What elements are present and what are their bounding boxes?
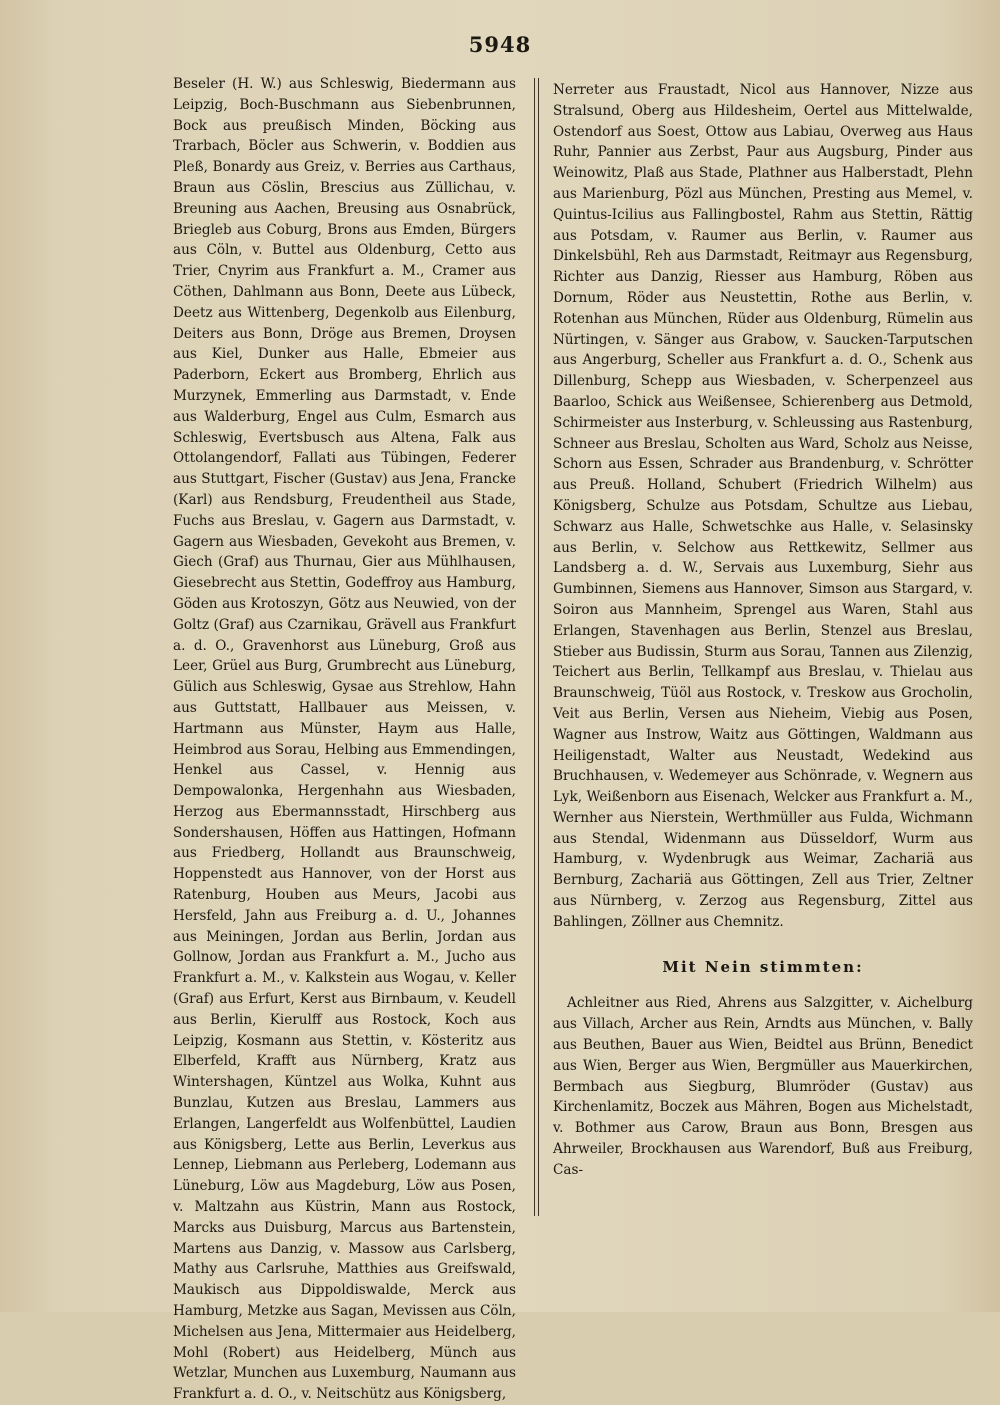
left-column	[173, 74, 516, 1405]
right-column-text-after-heading: Achleitner aus Ried, Ahrens aus Salzgitter, v. Aichelburg aus Villach, Archer aus Rein, Arndts aus München, v. Bally aus Beuthen, Bauer aus Wien, Beidtel aus Brünn, Benedict aus Wien, Berger aus Wien, Bergmüller aus Mauerkirchen, Bermbach aus Siegburg, Blumröder (Gustav) aus Kirchenlamitz, Boczek aus Mähren, Bogen aus Michelstadt, v. Bothmer aus Carow, Braun aus Bonn, Bresgen aus Ahrweiler, Brockhausen aus Warendorf, Buß aus Freiburg, Cas-	[553, 995, 973, 1178]
right-column	[553, 80, 973, 1181]
section-heading: Mit Nein stimmten:	[662, 957, 864, 976]
column-divider	[534, 78, 539, 1216]
left-column-text: Beseler (H. W.) aus Schleswig, Biedermann aus Leipzig, Boch-Buschmann aus Siebenbrunnen, Bock aus preußisch Minden, Böcking aus Trarbach, Böcler aus Schwerin, v. Boddien aus Pleß, Bonardy aus Greiz, v. Berries aus Carthaus, Braun aus Cöslin, Brescius aus Züllichau, v. Breuning aus Aachen, Breusing aus Osnabrück, Briegleb aus Coburg, Brons aus Emden, Bürgers aus Cöln, v. Buttel aus Oldenburg, Cetto aus Trier, Cnyrim aus Frankfurt a. M., Cramer aus Cöthen, Dahlmann aus Bonn, Deete aus Lübeck, Deetz aus Wittenberg, Degenkolb aus Eilenburg, Deiters aus Bonn, Dröge aus Bremen, Droysen aus Kiel, Dunker aus Halle, Ebmeier aus Paderborn, Eckert aus Bromberg, Ehrlich aus Murzynek, Emmerling aus Darmstadt, v. Ende aus Walderburg, Engel aus Culm, Esmarch aus Schleswig, Evertsbusch aus Altena, Falk aus Ottolangendorf, Fallati aus Tübingen, Federer aus Stuttgart, Fischer (Gustav) aus Jena, Francke (Karl) aus Rendsburg, Freudentheil aus Stade, Fuchs aus Breslau, v. Gagern aus Darmstadt, v. Gagern aus Wiesbaden, Gevekoht aus Bremen, v. Giech (Graf) aus Thurnau, Gier aus Mühlhausen, Giesebrecht aus Stettin, Godeffroy aus Hamburg, Göden aus Krotoszyn, Götz aus Neuwied, von der Goltz (Graf) aus Czarnikau, Grävell aus Frankfurt a. d. O., Gravenhorst aus Lüneburg, Groß aus Leer, Grüel aus Burg, Grumbrecht aus Lüneburg, Gülich aus Schleswig, Gysae aus Strehlow, Hahn aus Guttstatt, Hallbauer aus Meissen, v. Hartmann aus Münster, Haym aus Halle, Heimbrod aus Sorau, Helbing aus Emmendingen, Henkel aus Cassel, v. Hennig aus Dempowalonka, Hergenhahn aus Wiesbaden, Herzog aus Ebermannsstadt, Hirschberg aus Sondershausen, Höffen aus Hattingen, Hofmann aus Friedberg, Hollandt aus Braunschweig, Hoppenstedt aus Hannover, von der Horst aus Ratenburg, Houben aus Meurs, Jacobi aus Hersfeld, Jahn aus Freiburg a. d. U., Johannes aus Meiningen, Jordan aus Berlin, Jordan aus Gollnow, Jordan aus Frankfurt a. M., Jucho aus Frankfurt a. M., v. Kalkstein aus Wogau, v. Keller (Graf) aus Erfurt, Kerst aus Birnbaum, v. Keudell aus Berlin, Kierulff aus Rostock, Koch aus Leipzig, Kosmann aus Stettin, v. Kösteritz aus Elberfeld, Krafft aus Nürnberg, Kratz aus Wintershagen, Küntzel aus Wolka, Kuhnt aus Bunzlau, Kutzen aus Breslau, Lammers aus Erlangen, Langerfeldt aus Wolfenbüttel, Laudien aus Königsberg, Lette aus Berlin, Leverkus aus Lennep, Liebmann aus Perleberg, Lodemann aus Lüneburg, Löw aus Magdeburg, Löw aus Posen, v. Maltzahn aus Küstrin, Mann aus Rostock, Marcks aus Duisburg, Marcus aus Bartenstein, Martens aus Danzig, v. Massow aus Carlsberg, Mathy aus Carlsruhe, Matthies aus Greifswald, Maukisch aus Dippoldiswalde, Merck aus Hamburg, Metzke aus Sagan, Mevissen aus Cöln, Michelsen aus Jena, Mittermaier aus Heidelberg, Mohl (Robert) aus Heidelberg, Münch aus Wetzlar, Munchen aus Luxemburg, Naumann aus Frankfurt a. d. O., v. Neitschütz aus Königsberg,	[173, 76, 516, 1403]
right-column-text: Nerreter aus Fraustadt, Nicol aus Hannover, Nizze aus Stralsund, Oberg aus Hildesheim, Oertel aus Mittelwalde, Ostendorf aus Soest, Ottow aus Labiau, Overweg aus Haus Ruhr, Pannier aus Zerbst, Paur aus Augsburg, Pinder aus Weinowitz, Plaß aus Stade, Plathner aus Halberstadt, Plehn aus Marienburg, Pözl aus München, Presting aus Memel, v. Quintus-Icilius aus Fallingbostel, Rahm aus Stettin, Rättig aus Potsdam, v. Raumer aus Berlin, v. Raumer aus Dinkelsbühl, Reh aus Darmstadt, Reitmayr aus Regensburg, Richter aus Danzig, Riesser aus Hamburg, Röben aus Dornum, Röder aus Neustettin, Rothe aus Berlin, v. Rotenhan aus München, Rüder aus Oldenburg, Rümelin aus Nürtingen, v. Sänger aus Grabow, v. Saucken-Tarputschen aus Angerburg, Scheller aus Frankfurt a. d. O., Schenk aus Dillenburg, Schepp aus Wiesbaden, v. Scherpenzeel aus Baarloo, Schick aus Weißensee, Schierenberg aus Detmold, Schirmeister aus Insterburg, v. Schleussing aus Rastenburg, Schneer aus Breslau, Scholten aus Ward, Scholz aus Neisse, Schorn aus Essen, Schrader aus Brandenburg, v. Schrötter aus Preuß. Holland, Schubert (Friedrich Wilhelm) aus Königsberg, Schulze aus Potsdam, Schultze aus Liebau, Schwarz aus Halle, Schwetschke aus Halle, v. Selasinsky aus Berlin, v. Selchow aus Rettkewitz, Sellmer aus Landsberg a. d. W., Servais aus Luxemburg, Siehr aus Gumbinnen, Siemens aus Hannover, Simson aus Stargard, v. Soiron aus Mannheim, Sprengel aus Waren, Stahl aus Erlangen, Stavenhagen aus Berlin, Stenzel aus Breslau, Stieber aus Budissin, Sturm aus Sorau, Tannen aus Zilenzig, Teichert aus Berlin, Tellkampf aus Breslau, v. Thielau aus Braunschweig, Tüöl aus Rostock, v. Treskow aus Grocholin, Veit aus Berlin, Versen aus Nieheim, Viebig aus Posen, Wagner aus Instrow, Waitz aus Göttingen, Waldmann aus Heiligenstadt, Walter aus Neustadt, Wedekind aus Bruchhausen, v. Wedemeyer aus Schönrade, v. Wegnern aus Lyk, Weißenborn aus Eisenach, Welcker aus Frankfurt a. M., Wernher aus Nierstein, Werthmüller aus Fulda, Wichmann aus Stendal, Widenmann aus Düsseldorf, Wurm aus Hamburg, v. Wydenbrugk aus Weimar, Zachariä aus Bernburg, Zachariä aus Göttingen, Zell aus Trier, Zeltner aus Nürnberg, v. Zerzog aus Regensburg, Zittel aus Bahlingen, Zöllner aus Chemnitz.	[553, 82, 973, 930]
page-number: 5948	[468, 32, 532, 57]
